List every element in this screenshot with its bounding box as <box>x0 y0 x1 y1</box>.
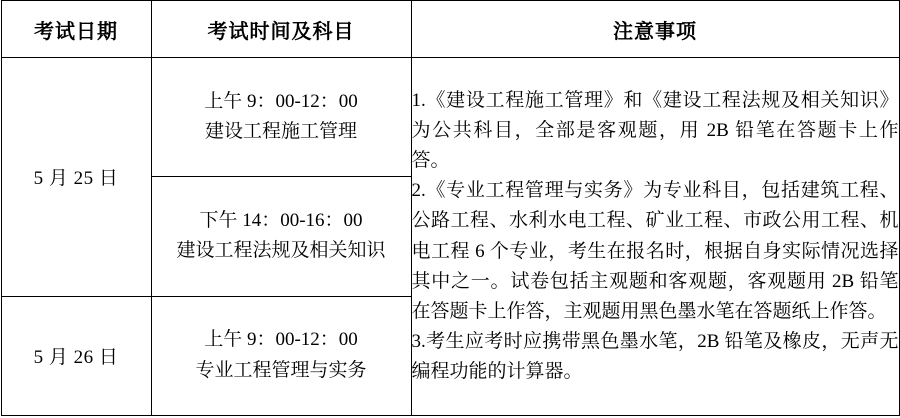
session-cell-may25-morning <box>151 58 411 177</box>
session-cell-may25-afternoon <box>151 177 411 296</box>
session-subject: 专业工程管理与实务 <box>195 359 367 381</box>
note-item-3: 3.考生应考时应携带黑色墨水笔，2B 铅笔及橡皮，无声无编程功能的计算器。 <box>411 330 899 382</box>
exam-date-may-25: 5 月 25 日 <box>1 58 151 297</box>
session-time: 上午 9：00-12：00 <box>204 329 358 351</box>
session-time: 上午 9：00-12：00 <box>204 90 358 112</box>
session-cell-may26-morning <box>151 296 411 415</box>
table-row <box>1 58 899 177</box>
table-header-row <box>1 1 899 58</box>
note-item-2: 2.《专业工程管理与实务》为专业科目，包括建筑工程、公路工程、水利水电工程、矿业工程、市政公用工程、机电工程 6 个专业，考生在报名时，根据自身实际情况选择其中之一。试卷包括主观题和客观题，客观题用 2B 铅笔在答题卡上作答，主观题用黑色墨水笔在答题纸上作答。 <box>411 180 899 322</box>
note-item-1: 1.《建设工程施工管理》和《建设工程法规及相关知识》为公共科目，全部是客观题，用 2B 铅笔在答题卡上作答。 <box>411 90 899 172</box>
table-body <box>1 58 899 416</box>
table-header <box>1 1 899 58</box>
session-subject: 建设工程法规及相关知识 <box>176 240 386 262</box>
column-header-subject: 考试时间及科目 <box>151 1 411 58</box>
session-time: 下午 14：00-16：00 <box>199 210 363 232</box>
exam-schedule-table <box>1 0 900 416</box>
column-header-date: 考试日期 <box>1 1 151 58</box>
exam-date-may-26: 5 月 26 日 <box>1 296 151 415</box>
session-subject: 建设工程施工管理 <box>204 121 357 143</box>
column-header-notes: 注意事项 <box>411 1 899 58</box>
notes-cell <box>411 58 899 416</box>
